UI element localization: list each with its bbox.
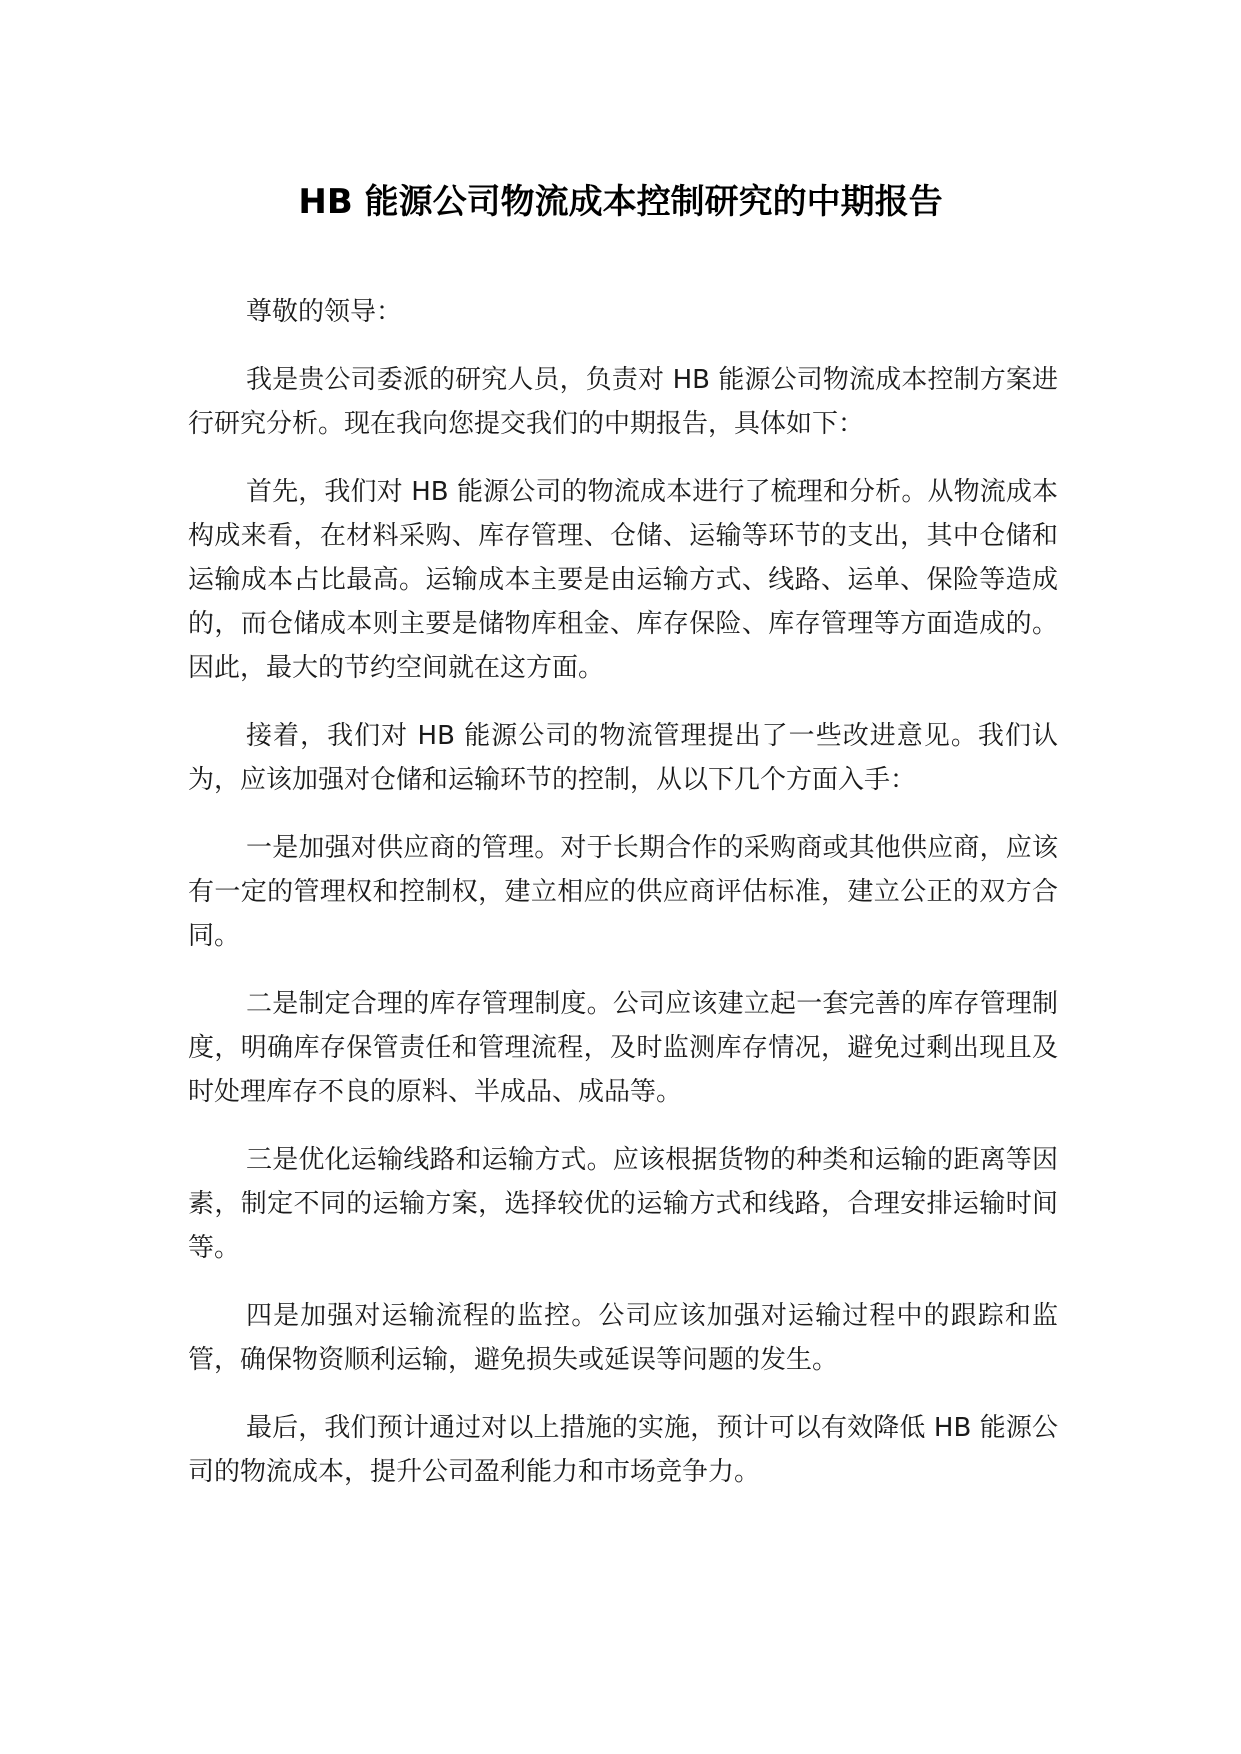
intro-paragraph: 我是贵公司委派的研究人员，负责对 HB 能源公司物流成本控制方案进行研究分析。现在我向您提交我们的中期报告，具体如下： [188,365,1058,439]
salutation-paragraph: 尊敬的领导： [246,297,403,327]
transport-monitoring-paragraph: 四是加强对运输流程的监控。公司应该加强对运输过程中的跟踪和监管，确保物资顺利运输，避免损失或延误等问题的发生。 [188,1301,1058,1375]
suggestions-paragraph: 接着，我们对 HB 能源公司的物流管理提出了一些改进意见。我们认为，应该加强对仓储和运输环节的控制，从以下几个方面入手： [188,721,1058,795]
conclusion-paragraph: 最后，我们预计通过对以上措施的实施，预计可以有效降低 HB 能源公司的物流成本，提升公司盈利能力和市场竞争力。 [188,1413,1058,1487]
document-body [188,290,1058,1518]
transport-route-paragraph: 三是优化运输线路和运输方式。应该根据货物的种类和运输的距离等因素，制定不同的运输方案，选择较优的运输方式和线路，合理安排运输时间等。 [188,1145,1058,1263]
supplier-paragraph: 一是加强对供应商的管理。对于长期合作的采购商或其他供应商，应该有一定的管理权和控制权，建立相应的供应商评估标准，建立公正的双方合同。 [188,833,1058,951]
document-title: HB 能源公司物流成本控制研究的中期报告 [298,182,943,222]
analysis-paragraph: 首先，我们对 HB 能源公司的物流成本进行了梳理和分析。从物流成本构成来看，在材料采购、库存管理、仓储、运输等环节的支出，其中仓储和运输成本占比最高。运输成本主要是由运输方式、线路、运单、保险等造成的，而仓储成本则主要是储物库租金、库存保险、库存管理等方面造成的。因此，最大的节约空间就在这方面。 [188,477,1058,683]
inventory-paragraph: 二是制定合理的库存管理制度。公司应该建立起一套完善的库存管理制度，明确库存保管责任和管理流程，及时监测库存情况，避免过剩出现且及时处理库存不良的原料、半成品、成品等。 [188,989,1058,1107]
